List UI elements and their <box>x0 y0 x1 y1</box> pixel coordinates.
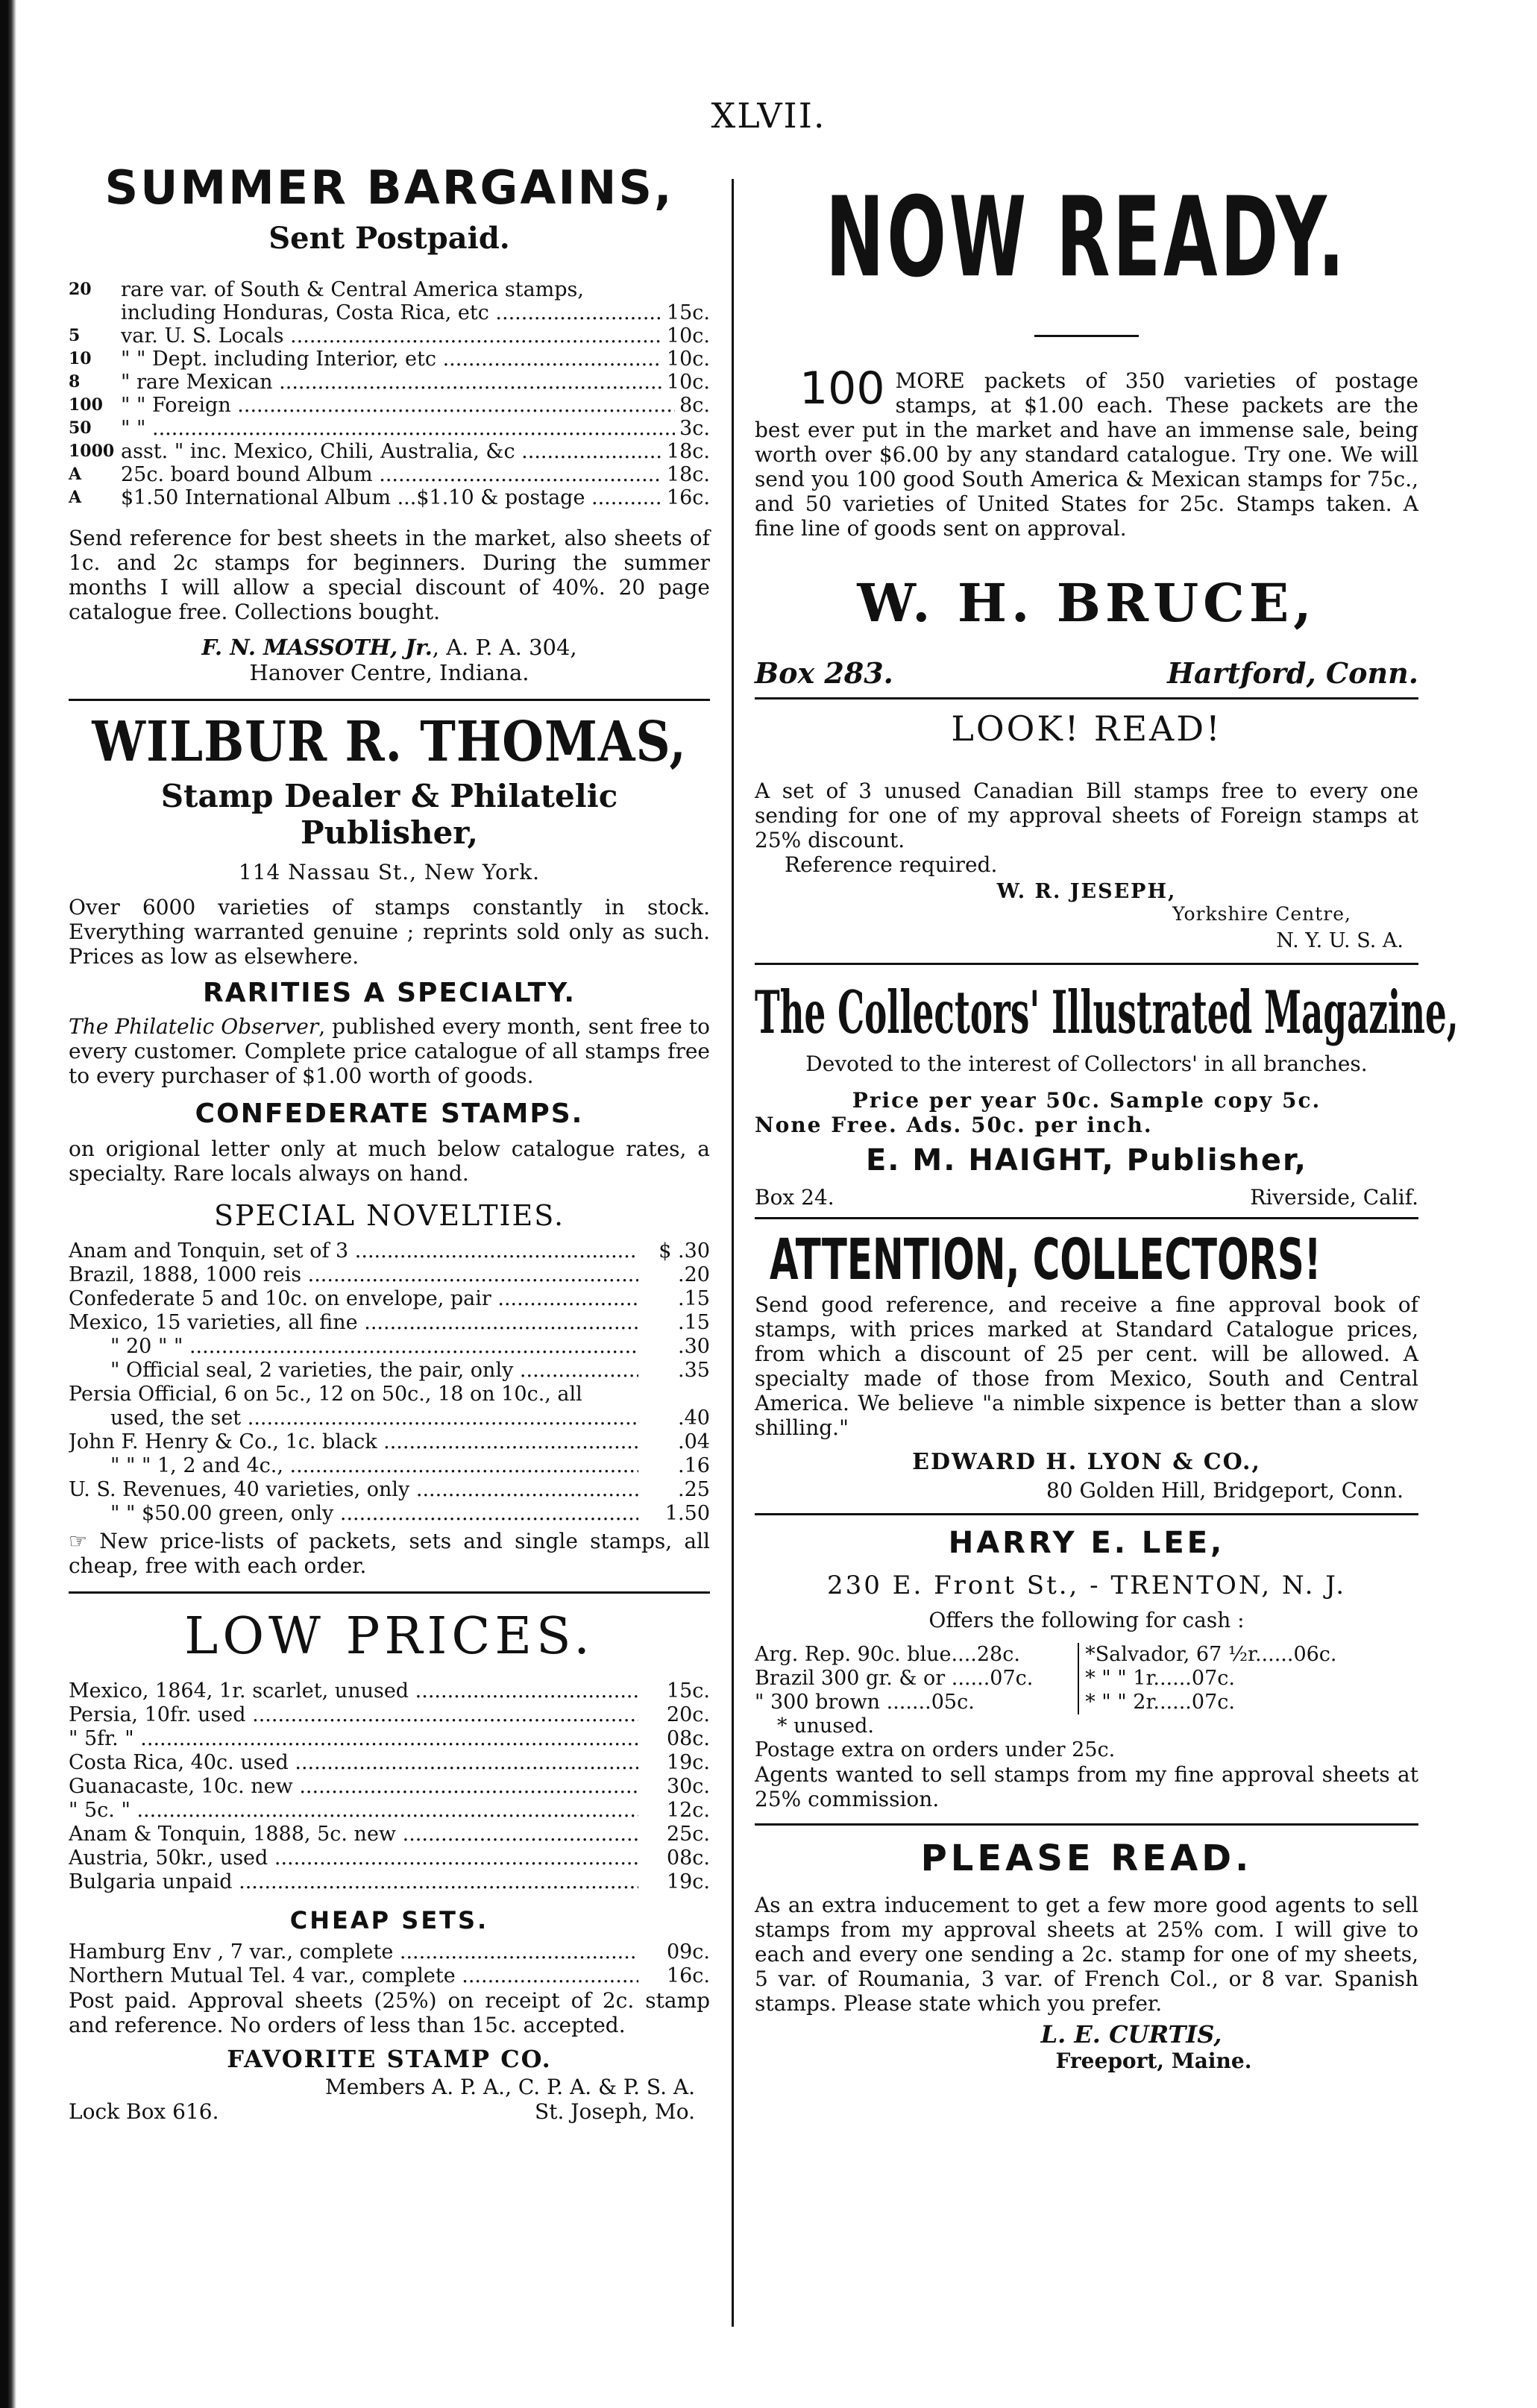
item-description: Austria, 50kr., used ..... <box>69 1846 638 1870</box>
item-price: 30c. <box>666 1775 710 1798</box>
item-price: .35 <box>678 1359 710 1382</box>
title-wrap <box>755 978 1459 1047</box>
item-price: 08c. <box>666 1727 710 1750</box>
item-description: " rare Mexican ..... <box>121 371 662 394</box>
unused-note: * unused. <box>777 1714 874 1738</box>
item-price: 10c. <box>666 324 710 348</box>
item-price: 09c. <box>666 1940 710 1964</box>
item-price: .20 <box>678 1263 710 1286</box>
postage-note: Postage extra on orders under 25c. <box>755 1738 1116 1761</box>
address-row <box>755 656 1418 690</box>
ad-body: Over 6000 varieties of stamps constantly in stock. Everything warranted genuine ; reprints sold only as such. Prices as low as elsewhere. <box>69 895 710 969</box>
item-price: 3c. <box>679 417 710 440</box>
title-wrap <box>755 1227 1418 1293</box>
item-price: $ .30 <box>659 1239 710 1263</box>
price-list <box>69 278 710 509</box>
item-description: Anam and Tonquin, set of 3 ..... <box>69 1239 638 1263</box>
list-item <box>69 1430 710 1454</box>
ad-body: A set of 3 unused Canadian Bill stamps free to every one sending for one of my approval sheets of Foreign stamps at 25% discount. <box>755 779 1418 852</box>
big-number: 100 <box>799 362 885 415</box>
list-item <box>69 1846 710 1870</box>
divider <box>69 1591 710 1594</box>
price-line-2: None Free. Ads. 50c. per inch. <box>755 1113 1153 1137</box>
item-price: 18c. <box>666 440 710 463</box>
item-description: Costa Rica, 40c. used ..... <box>69 1751 638 1775</box>
cheap-sets-heading: CHEAP SETS. <box>289 1906 489 1934</box>
ad-title: PLEASE READ. <box>920 1838 1253 1879</box>
item-price: 16c. <box>666 1964 710 1987</box>
ad-collectors-magazine <box>755 978 1459 1210</box>
dealer-name: W. R. JESEPH, <box>996 880 1177 903</box>
list-item <box>69 1406 710 1430</box>
item-description: John F. Henry & Co., 1c. black ..... <box>69 1430 638 1454</box>
item-description: Mexico, 15 varieties, all fine ..... <box>69 1311 638 1335</box>
page-number: XLVII. <box>711 95 826 136</box>
item-quantity: 20 <box>69 280 92 299</box>
lock-box: Lock Box 616. <box>69 2099 219 2124</box>
item-description: asst. " inc. Mexico, Chili, Australia, &c ..... <box>121 440 662 463</box>
ad-title: SUMMER BARGAINS, <box>104 160 674 215</box>
list-item <box>69 1383 710 1406</box>
city: Riverside, Calif. <box>1250 1185 1418 1210</box>
list-item <box>69 1799 710 1823</box>
list-item <box>69 301 710 324</box>
item-description: $1.50 International Album ...$1.10 & postage ..... <box>121 486 662 509</box>
item-price: 1.50 <box>664 1502 710 1525</box>
item-description: Persia, 10fr. used ..... <box>69 1703 638 1727</box>
list-item <box>69 1775 710 1799</box>
ad-body: Post paid. Approval sheets (25%) on receipt of 2c. stamp and reference. No orders of less than 15c. accepted. <box>69 1988 710 2037</box>
item-price <box>638 1383 710 1406</box>
ad-title: WILBUR R. THOMAS, <box>92 710 687 775</box>
list-item <box>69 1335 710 1359</box>
item-description: " Official seal, 2 varieties, the pair, only ..... <box>69 1359 638 1383</box>
item-quantity: 10 <box>69 349 92 368</box>
ad-title: LOOK! READ! <box>951 708 1222 749</box>
item-description: " 5fr. " ..... <box>69 1727 638 1751</box>
list-item <box>69 348 710 371</box>
ad-now-ready <box>755 174 1418 690</box>
list-item <box>69 417 710 440</box>
item-price: 8c. <box>679 394 710 417</box>
rarities-heading: RARITIES A SPECIALTY. <box>203 978 576 1008</box>
agents-note: Agents wanted to sell stamps from my fine approval sheets at 25% commission. <box>755 1762 1418 1811</box>
offers-column-1 <box>755 1643 1079 1714</box>
item-price: .30 <box>678 1335 710 1358</box>
item-description: Persia Official, 6 on 5c., 12 on 50c., 18 on 10c., all <box>69 1383 582 1406</box>
item-quantity <box>69 301 121 324</box>
divider <box>755 963 1418 965</box>
address-row <box>755 1185 1418 1210</box>
ad-title: LOW PRICES. <box>184 1607 594 1666</box>
item-price: 15c. <box>666 301 710 324</box>
item-description: " 20 " " ..... <box>69 1335 638 1359</box>
list-item <box>69 1823 710 1846</box>
item-price: 19c. <box>666 1751 710 1774</box>
item-price: 15c. <box>666 1679 710 1703</box>
signature <box>69 635 710 660</box>
item-description: Confederate 5 and 10c. on envelope, pair ..... <box>69 1287 638 1311</box>
address: 114 Nassau St., New York. <box>238 860 541 884</box>
item-price: .15 <box>678 1287 710 1310</box>
item-price: 10c. <box>666 371 710 394</box>
item-quantity: 1000 <box>69 441 115 461</box>
signature-name: L. E. CURTIS, <box>1040 2020 1222 2049</box>
offers-line: Offers the following for cash : <box>928 1608 1245 1632</box>
item-price: 25c. <box>666 1823 710 1846</box>
list-item <box>69 371 710 394</box>
subtitle: Devoted to the interest of Collectors' in all branches. <box>805 1051 1368 1076</box>
item-price: 10c. <box>666 348 710 371</box>
list-item <box>69 1679 710 1703</box>
ad-please-read <box>755 1838 1418 2073</box>
item-description: var. U. S. Locals ..... <box>121 324 662 348</box>
item-description: U. S. Revenues, 40 varieties, only ..... <box>69 1478 638 1502</box>
offer-line: " 300 brown .......05c. <box>755 1691 975 1714</box>
company-name: EDWARD H. LYON & CO., <box>912 1449 1261 1475</box>
column-divider <box>732 179 734 2327</box>
item-description: rare var. of South & Central America stamps, <box>121 278 584 301</box>
list-item <box>69 1478 710 1502</box>
list-item <box>69 1964 710 1988</box>
item-price: .40 <box>678 1406 710 1430</box>
price-line-1: Price per year 50c. Sample copy 5c. <box>852 1088 1321 1113</box>
item-price: .16 <box>678 1454 710 1477</box>
ad-look-read <box>755 708 1418 952</box>
item-description: " 5c. " ..... <box>69 1799 638 1823</box>
item-description: Mexico, 1864, 1r. scarlet, unused ..... <box>69 1679 638 1703</box>
list-item <box>69 1703 710 1727</box>
list-item <box>69 1940 710 1964</box>
right-column <box>755 160 1459 2341</box>
reference: Reference required. <box>785 852 998 877</box>
place-2: N. Y. U. S. A. <box>1276 929 1404 952</box>
offer-line: Brazil 300 gr. & or ......07c. <box>755 1667 1034 1690</box>
item-description: Anam & Tonquin, 1888, 5c. new ..... <box>69 1823 638 1846</box>
list-item <box>69 1263 710 1287</box>
item-quantity: A <box>69 488 82 507</box>
city: Hartford, Conn. <box>1167 656 1418 690</box>
observer-body: , published every month, sent free to every customer. Complete price catalogue of all stamps free to every purchaser of $1.00 worth of goods. <box>69 1014 710 1088</box>
ad-attention-collectors <box>755 1227 1418 1503</box>
item-price: 19c. <box>666 1870 710 1893</box>
item-quantity: 5 <box>69 326 81 345</box>
list-item <box>69 1359 710 1383</box>
members: Members A. P. A., C. P. A. & P. S. A. <box>325 2075 695 2099</box>
item-price: 20c. <box>666 1703 710 1726</box>
item-description: " " Dept. including Interior, etc ..... <box>121 348 662 371</box>
address: 230 E. Front St., - TRENTON, N. J. <box>826 1571 1347 1600</box>
item-price: 18c. <box>666 463 710 486</box>
price-list <box>69 1679 710 1894</box>
observer-paragraph <box>69 1014 710 1088</box>
list-item <box>69 324 710 348</box>
confederate-body: on origional letter only at much below catalogue rates, a specialty. Rare locals always on hand. <box>69 1137 710 1186</box>
signature-apa: , A. P. A. 304, <box>432 635 577 660</box>
item-price <box>705 278 710 301</box>
ad-wilbur-thomas <box>69 710 710 1578</box>
item-price: 08c. <box>666 1846 710 1870</box>
place-1: Yorkshire Centre, <box>1172 903 1351 925</box>
divider <box>755 697 1418 700</box>
ad-title: NOW READY. <box>826 174 1348 303</box>
cheap-sets-list <box>69 1940 710 1988</box>
item-quantity: 50 <box>69 418 92 438</box>
city: St. Joseph, Mo. <box>535 2099 695 2124</box>
list-item <box>69 440 710 463</box>
list-item <box>69 1454 710 1478</box>
box: Box 283. <box>755 656 893 690</box>
ad-subtitle: Sent Postpaid. <box>268 221 510 256</box>
item-description: Northern Mutual Tel. 4 var., complete ..... <box>69 1964 638 1988</box>
ad-title: ATTENTION, COLLECTORS! <box>770 1227 1321 1293</box>
price-list-note: ☞ New price-lists of packets, sets and single stamps, all cheap, free with each order. <box>69 1529 710 1578</box>
list-item <box>69 486 710 509</box>
offer-line: * " " 1r......07c. <box>1085 1667 1235 1690</box>
item-description: " " ..... <box>121 417 675 440</box>
list-item <box>69 1751 710 1775</box>
list-item <box>69 1287 710 1311</box>
binding-edge <box>0 0 16 2408</box>
address: 80 Golden Hill, Bridgeport, Conn. <box>1046 1478 1404 1503</box>
divider <box>755 1513 1418 1515</box>
offers-column-2 <box>1079 1643 1417 1714</box>
signature-place: Hanover Centre, Indiana. <box>249 660 529 685</box>
item-quantity: A <box>69 465 82 484</box>
ad-body: Send reference for best sheets in the market, also sheets of 1c. and 2c stamps for beginners. During the summer months I will allow a special discount of 40%. 20 page catalogue free. Collections bought. <box>69 526 710 624</box>
ad-harry-lee <box>755 1526 1418 1811</box>
item-quantity: 8 <box>69 372 81 392</box>
company-name: FAVORITE STAMP CO. <box>227 2045 552 2073</box>
list-item <box>69 1870 710 1894</box>
list-item <box>69 278 710 301</box>
ad-body: As an extra inducement to get a few more good agents to sell stamps from my approval sheets at 25% com. I will give to each and every one sending a 2c. stamp for one of my sheets, 5 var. of Roumania, 3 var. of French Col., or 8 var. Spanish stamps. Please state which you prefer. <box>755 1893 1418 2016</box>
item-description: including Honduras, Costa Rica, etc ..... <box>121 301 662 324</box>
item-price: .04 <box>678 1430 710 1453</box>
list-item <box>69 1311 710 1335</box>
offers-table <box>755 1643 1418 1714</box>
list-item <box>69 1502 710 1526</box>
item-quantity: 100 <box>69 395 103 415</box>
signature-name: F. N. MASSOTH, Jr. <box>201 635 433 660</box>
short-rule <box>1034 335 1139 337</box>
observer-title: The Philatelic Observer <box>69 1014 319 1039</box>
item-description: Guanacaste, 10c. new ..... <box>69 1775 638 1799</box>
item-description: 25c. board bound Album ..... <box>121 463 662 486</box>
novelties-list <box>69 1239 710 1526</box>
ad-summer-bargains <box>69 160 710 685</box>
box: Box 24. <box>755 1185 834 1210</box>
offer-line: *Salvador, 67 ½r......06c. <box>1085 1643 1337 1666</box>
list-item <box>69 394 710 417</box>
list-item <box>69 1239 710 1263</box>
list-item <box>69 1727 710 1751</box>
list-item <box>69 463 710 486</box>
item-price: .25 <box>678 1478 710 1501</box>
item-description: used, the set ..... <box>69 1406 638 1430</box>
dealer-name: W. H. BRUCE, <box>857 572 1316 634</box>
ad-body-text: MORE packets of 350 varieties of postage stamps, at $1.00 each. These packets are the best ever put in the market and have an immense sale, being worth over $6.00 by any standard catalogue. Try one. We will send you 100 good South America & Mexican stamps for 75c., and 50 varieties of United States for 25c. Stamps taken. A fine line of goods sent on approval. <box>755 368 1418 541</box>
item-price: .15 <box>678 1311 710 1334</box>
signature-place: Freeport, Maine. <box>1055 2049 1252 2073</box>
divider <box>69 699 710 701</box>
left-column <box>69 160 710 2341</box>
item-description: Bulgaria unpaid ..... <box>69 1870 638 1894</box>
offer-line: * " " 2r......07c. <box>1085 1691 1235 1714</box>
item-price: 16c. <box>666 486 710 509</box>
confederate-heading: CONFEDERATE STAMPS. <box>195 1098 584 1129</box>
item-description: " " $50.00 green, only ..... <box>69 1502 638 1526</box>
ad-body <box>755 362 1418 541</box>
title-wrap <box>755 174 1418 303</box>
dealer-name: HARRY E. LEE, <box>948 1526 1225 1560</box>
item-price: 12c. <box>666 1799 710 1822</box>
publisher: E. M. HAIGHT, Publisher, <box>865 1143 1307 1178</box>
divider <box>755 1217 1418 1219</box>
address-row <box>69 2099 710 2124</box>
item-description: Brazil, 1888, 1000 reis ..... <box>69 1263 638 1287</box>
item-description: " " Foreign ..... <box>121 394 675 417</box>
novelties-heading: SPECIAL NOVELTIES. <box>213 1199 565 1232</box>
ad-body: Send good reference, and receive a fine approval book of stamps, with prices marked at Standard Catalogue prices, from which a discount of 25 per cent. will be allowed. A specialty made of those from Mexico, South and Central America. We believe "a nimble sixpence is better than a slow shilling." <box>755 1292 1418 1440</box>
ad-low-prices <box>69 1607 710 2124</box>
item-description: Hamburg Env , 7 var., complete ..... <box>69 1940 638 1964</box>
offer-line: Arg. Rep. 90c. blue....28c. <box>755 1643 1020 1666</box>
ad-title: The Collectors' Illustrated Magazine, <box>755 978 1459 1047</box>
item-description: " " " 1, 2 and 4c., ..... <box>69 1454 638 1478</box>
divider <box>755 1823 1418 1826</box>
ad-subtitle: Stamp Dealer & Philatelic Publisher, <box>160 778 618 851</box>
